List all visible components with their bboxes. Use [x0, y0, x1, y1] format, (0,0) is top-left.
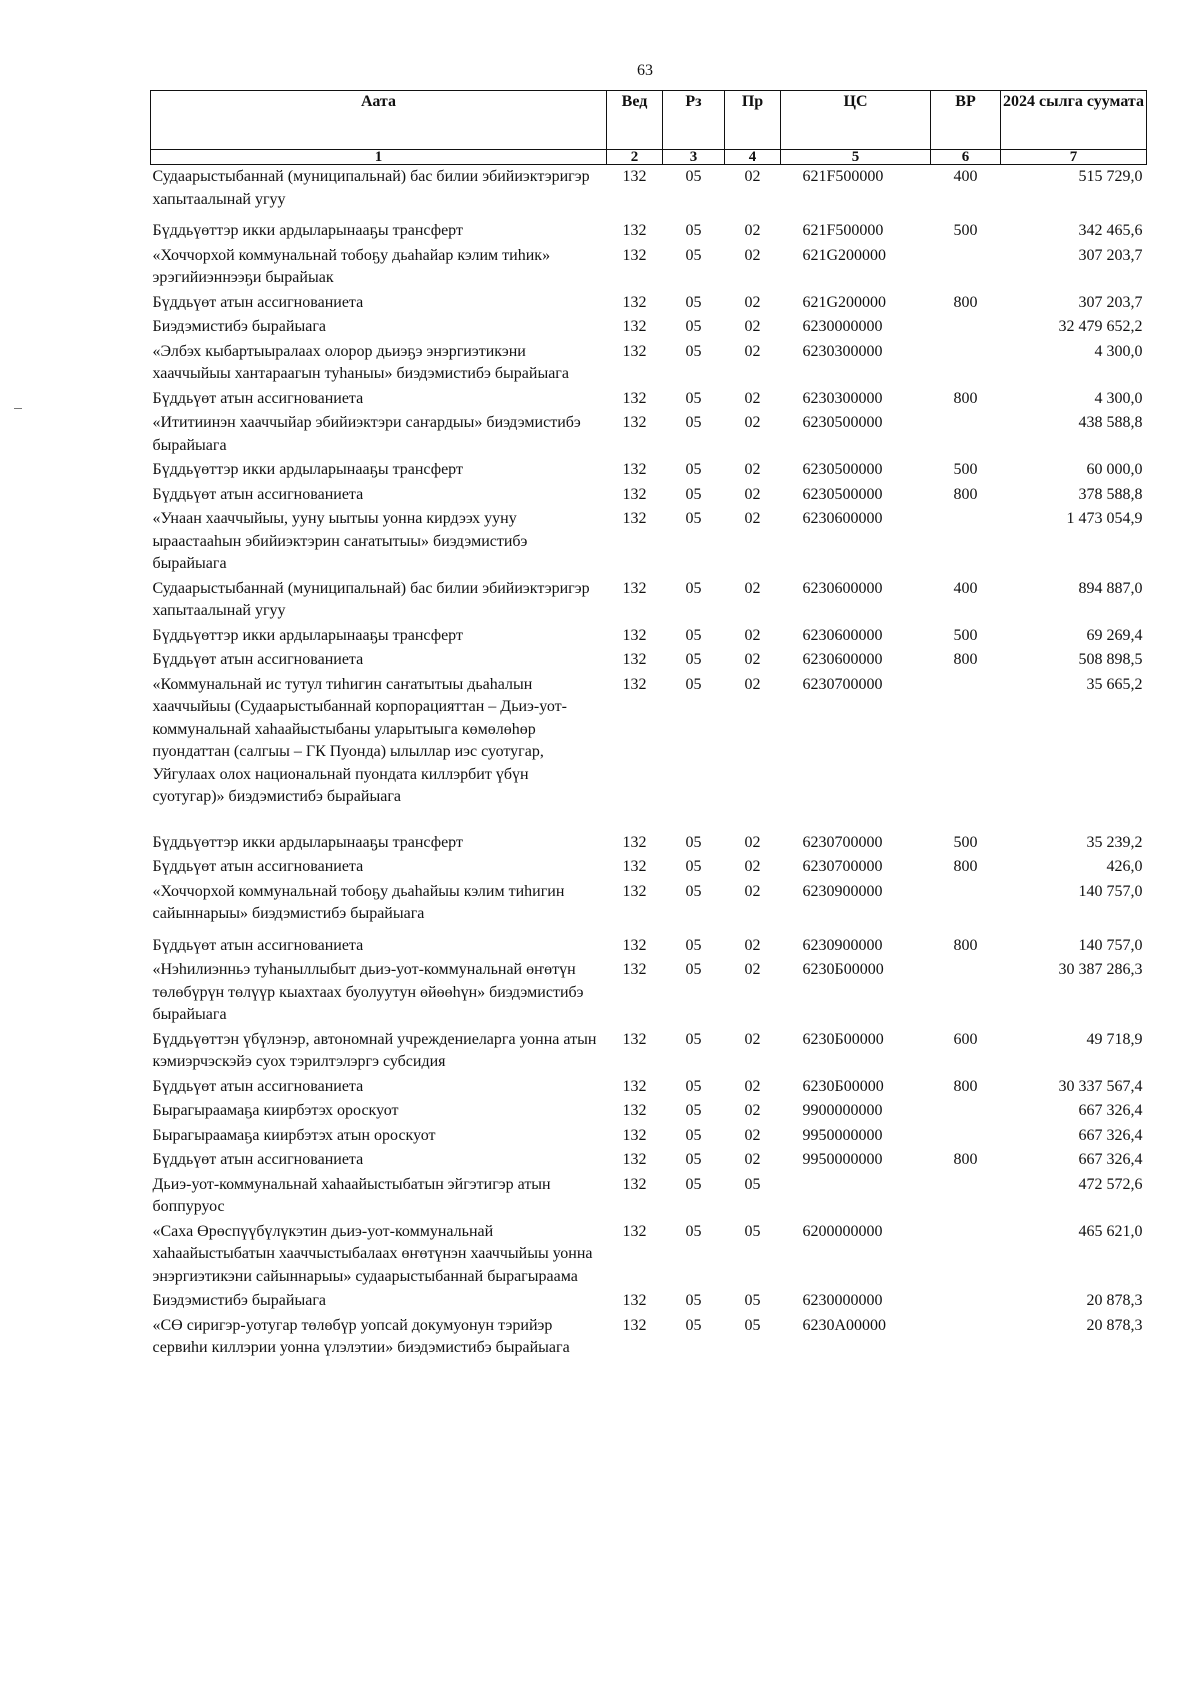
row-name: Биэдэмистибэ бырайыага [152, 1292, 326, 1309]
row-cs: 6230300000 [802, 342, 883, 360]
row-name: «Элбэх кыбартыыралаах олорор дьиэҕэ энэргиэтикэни хааччыйыы хантараагын туһаныы» биэдэмистибэ бырайыага [152, 342, 569, 382]
table-row [151, 340, 1147, 387]
row-ved: 132 [622, 389, 647, 407]
row-cs: 9900000000 [802, 1102, 883, 1119]
row-cs: 6230Б00000 [802, 1030, 884, 1048]
row-name: Судаарыстыбаннай (муниципальнай) бас билии эбийиэктэригэр хапытаалынай угуу [152, 579, 590, 619]
row-ved: 132 [622, 485, 647, 503]
row-amount: 32 479 652,2 [1058, 318, 1143, 335]
row-rz: 05 [685, 293, 702, 311]
row-ved: 132 [622, 222, 647, 239]
row-name: Бүддьүөт атын ассигнованиета [152, 858, 364, 875]
row-pr: 02 [744, 246, 761, 264]
table-row [151, 958, 1147, 1028]
table-row [151, 458, 1147, 483]
row-pr: 02 [744, 675, 761, 693]
row-cs: 6230500000 [802, 461, 883, 478]
row-name: «СӨ сиригэр-уотугар төлөбүр уопсай докумуонун тэрийэр сервиһи киллэрии уонна үлэлэтии» биэдэмистибэ бырайыага [152, 1316, 570, 1356]
row-amount: 35 665,2 [1086, 675, 1143, 693]
row-cs: 6230Б00000 [802, 961, 884, 978]
row-name: «Коммунальнай ис тутул тиһигин саҥатытыы дьаһалын хааччыйыы (Судаарыстыбаннай корпорацияттан – Дьиэ-уот-коммунальнай хаһаайыстыбаны уларытыыга көмөлөһөр пуондаттан (салгыы – ГК Пуонда) ылыллар иэс суотугар, Уйгулаах олох национальнай пуондата киллэрбит үбүн суотугар)» биэдэмистибэ бырайыага [152, 675, 567, 805]
column-number: 3 [663, 150, 725, 165]
row-name: Бүддьүөт атын ассигнованиета [152, 293, 364, 311]
row-ved: 132 [622, 1222, 647, 1240]
row-ved: 132 [622, 1077, 647, 1095]
row-name: Бырагыраамаҕа киирбэтэх атын ороскуот [152, 1126, 436, 1144]
row-amount: 60 000,0 [1086, 461, 1143, 478]
row-vr: 500 [953, 222, 978, 239]
row-amount: 49 718,9 [1086, 1030, 1143, 1048]
row-amount: 140 757,0 [1078, 882, 1143, 900]
table-row [151, 387, 1147, 412]
column-number: 7 [1001, 150, 1147, 165]
row-name: Бүддьүөттэр икки ардыларынааҕы трансферт [152, 833, 463, 851]
row-vr: 400 [953, 168, 978, 185]
row-amount: 426,0 [1106, 858, 1143, 875]
row-ved: 132 [622, 858, 647, 875]
row-name: «Нэһилиэнньэ туһаныллыбыт дьиэ-уот-коммунальнай өҥөтүн төлөбүрүн төлүүр кыахтаах буолуутун өйөөһүн» биэдэмистибэ бырайыага [152, 961, 584, 1023]
margin-mark [14, 408, 22, 409]
row-cs: 6230300000 [802, 389, 883, 407]
row-pr: 02 [744, 168, 761, 185]
row-cs: 6230000000 [802, 318, 883, 335]
row-cs: 6230700000 [802, 833, 883, 851]
table-row [151, 483, 1147, 508]
row-rz: 05 [685, 1151, 702, 1168]
row-amount: 307 203,7 [1078, 246, 1143, 264]
row-name: Бүддьүөт атын ассигнованиета [152, 389, 364, 407]
row-amount: 667 326,4 [1078, 1102, 1143, 1119]
row-vr: 600 [953, 1030, 978, 1048]
row-ved: 132 [622, 461, 647, 478]
row-rz: 05 [685, 1316, 702, 1334]
header-rz: Рз [663, 91, 725, 150]
row-pr: 02 [744, 318, 761, 335]
row-cs: 6230000000 [802, 1292, 883, 1309]
row-rz: 05 [685, 389, 702, 407]
table-row [151, 934, 1147, 959]
table-row [151, 244, 1147, 291]
row-pr: 02 [744, 936, 761, 954]
table-row [151, 219, 1147, 244]
row-rz: 05 [685, 1102, 702, 1119]
row-vr: 500 [953, 461, 978, 478]
row-vr [931, 1099, 1001, 1124]
row-pr: 02 [744, 342, 761, 360]
row-ved: 132 [622, 293, 647, 311]
row-amount: 508 898,5 [1078, 651, 1143, 668]
row-vr [931, 1289, 1001, 1314]
budget-table [150, 90, 1147, 1361]
row-amount: 667 326,4 [1078, 1126, 1143, 1144]
row-rz: 05 [685, 833, 702, 851]
row-name: Бүддьүөт атын ассигнованиета [152, 1077, 364, 1095]
row-rz: 05 [685, 882, 702, 900]
row-ved: 132 [622, 510, 647, 527]
table-row [151, 1173, 1147, 1220]
table-row [151, 1028, 1147, 1075]
row-cs: 6230Б00000 [802, 1077, 884, 1095]
row-name: Бүддьүөт атын ассигнованиета [152, 936, 364, 954]
row-pr: 02 [744, 1077, 761, 1095]
row-amount: 378 588,8 [1078, 485, 1143, 503]
row-vr [931, 1314, 1001, 1361]
row-ved: 132 [622, 961, 647, 978]
row-amount: 1 473 054,9 [1066, 510, 1143, 527]
row-amount: 30 387 286,3 [1058, 961, 1143, 978]
row-pr: 02 [744, 1030, 761, 1048]
table-row [151, 1099, 1147, 1124]
row-name: Бүддьүөт атын ассигнованиета [152, 651, 364, 668]
row-vr [931, 411, 1001, 458]
row-ved: 132 [622, 651, 647, 668]
table-body [151, 165, 1147, 1361]
table-row [151, 1075, 1147, 1100]
row-pr: 02 [744, 961, 761, 978]
row-ved: 132 [622, 882, 647, 900]
row-rz: 05 [685, 579, 702, 597]
row-rz: 05 [685, 1030, 702, 1048]
row-amount: 438 588,8 [1078, 414, 1143, 431]
table-row [151, 411, 1147, 458]
row-pr: 02 [744, 858, 761, 875]
row-pr: 05 [744, 1316, 761, 1334]
row-pr: 05 [744, 1292, 761, 1309]
row-ved: 132 [622, 833, 647, 851]
row-pr: 02 [744, 579, 761, 597]
row-vr [931, 315, 1001, 340]
row-ved: 132 [622, 246, 647, 264]
row-cs: 6230700000 [802, 675, 883, 693]
column-number: 2 [607, 150, 663, 165]
table-row [151, 624, 1147, 649]
header-pr: Пр [725, 91, 781, 150]
table-row [151, 507, 1147, 577]
row-ved: 132 [622, 1102, 647, 1119]
row-rz: 05 [685, 414, 702, 431]
row-cs: 6230600000 [802, 579, 883, 597]
row-pr: 02 [744, 510, 761, 527]
row-ved: 132 [622, 1175, 647, 1193]
row-name: Дьиэ-уот-коммунальнай хаһаайыстыбатын эйгэтигэр атын боппуруос [152, 1175, 551, 1215]
row-amount: 465 621,0 [1078, 1222, 1143, 1240]
row-cs: 621G200000 [802, 246, 887, 264]
row-vr [931, 958, 1001, 1028]
row-name: Биэдэмистибэ бырайыага [152, 318, 326, 335]
row-rz: 05 [685, 485, 702, 503]
row-vr [931, 1124, 1001, 1149]
row-ved: 132 [622, 1292, 647, 1309]
table-row [151, 831, 1147, 856]
row-rz: 05 [685, 961, 702, 978]
row-vr [931, 340, 1001, 387]
row-ved: 132 [622, 1126, 647, 1144]
table-row [151, 1124, 1147, 1149]
row-amount: 515 729,0 [1078, 168, 1143, 185]
row-ved: 132 [622, 675, 647, 693]
row-rz: 05 [685, 858, 702, 875]
page-number: 63 [637, 62, 653, 79]
row-cs: 621F500000 [802, 168, 884, 185]
row-cs: 6200000000 [802, 1222, 883, 1240]
row-vr: 800 [953, 936, 978, 954]
row-pr: 02 [744, 1151, 761, 1168]
row-amount: 4 300,0 [1094, 342, 1143, 360]
row-amount: 342 465,6 [1078, 222, 1143, 239]
row-rz: 05 [685, 342, 702, 360]
row-name: «Хоччорхой коммунальнай тобоҕу дьаһайар кэлим тиһик» эрэгийиэннээҕи бырайыак [152, 246, 551, 286]
row-name: Судаарыстыбаннай (муниципальнай) бас билии эбийиэктэригэр хапытаалынай угуу [152, 168, 590, 208]
row-pr: 05 [744, 1222, 761, 1240]
row-rz: 05 [685, 461, 702, 478]
row-name: «Ититиинэн хааччыйар эбийиэктэри саҥардыы» биэдэмистибэ бырайыага [152, 414, 581, 454]
row-cs: 6230500000 [802, 414, 883, 431]
row-amount: 667 326,4 [1078, 1151, 1143, 1168]
row-cs [781, 1173, 931, 1220]
row-name: «Хоччорхой коммунальнай тобоҕу дьаһайыы кэлим тиһигин сайыннарыы» биэдэмистибэ бырайыага [152, 882, 565, 922]
row-name: «Унаан хааччыйыы, ууну ыытыы уонна кирдээх ууну ыраастааһын эбийиэктэрин саҥатытыы» биэдэмистибэ бырайыага [152, 510, 528, 572]
row-name: Бүддьүөттэр икки ардыларынааҕы трансферт [152, 222, 463, 239]
row-ved: 132 [622, 936, 647, 954]
row-ved: 132 [622, 1030, 647, 1048]
row-vr [931, 1220, 1001, 1290]
row-ved: 132 [622, 342, 647, 360]
row-amount: 30 337 567,4 [1058, 1077, 1143, 1095]
row-amount: 20 878,3 [1086, 1316, 1143, 1334]
row-pr: 02 [744, 833, 761, 851]
row-rz: 05 [685, 246, 702, 264]
row-rz: 05 [685, 168, 702, 185]
row-cs: 9950000000 [802, 1126, 883, 1144]
row-name: Бүддьүөттэр икки ардыларынааҕы трансферт [152, 461, 463, 478]
row-vr: 500 [953, 626, 978, 644]
column-number: 1 [151, 150, 607, 165]
row-vr [931, 244, 1001, 291]
table-row [151, 165, 1147, 220]
table-row [151, 291, 1147, 316]
row-cs: 6230900000 [802, 936, 883, 954]
row-vr: 800 [953, 651, 978, 668]
table-row [151, 1314, 1147, 1361]
table-row [151, 880, 1147, 934]
row-ved: 132 [622, 626, 647, 644]
header-vr: ВР [931, 91, 1001, 150]
column-number: 5 [781, 150, 931, 165]
row-amount: 140 757,0 [1078, 936, 1143, 954]
column-number: 4 [725, 150, 781, 165]
row-amount: 69 269,4 [1086, 626, 1143, 644]
table-row [151, 855, 1147, 880]
row-vr: 800 [953, 389, 978, 407]
row-pr: 02 [744, 882, 761, 900]
table-row [151, 1220, 1147, 1290]
row-vr [931, 673, 1001, 831]
row-pr: 02 [744, 414, 761, 431]
row-cs: 6230700000 [802, 858, 883, 875]
row-amount: 20 878,3 [1086, 1292, 1143, 1309]
row-rz: 05 [685, 626, 702, 644]
row-rz: 05 [685, 1077, 702, 1095]
row-rz: 05 [685, 675, 702, 693]
column-number-row [151, 150, 1147, 165]
row-rz: 05 [685, 651, 702, 668]
row-cs: 6230900000 [802, 882, 883, 900]
row-pr: 02 [744, 626, 761, 644]
header-cs: ЦС [781, 91, 931, 150]
row-ved: 132 [622, 168, 647, 185]
row-ved: 132 [622, 579, 647, 597]
row-cs: 6230600000 [802, 626, 883, 644]
row-name: Бүддьүөттэн үбүлэнэр, автономнай учреждениеларга уонна атын кэмиэрчэскэйэ суох тэрилтэлэргэ субсидия [152, 1030, 597, 1070]
row-rz: 05 [685, 318, 702, 335]
row-ved: 132 [622, 318, 647, 335]
row-rz: 05 [685, 1292, 702, 1309]
table-row [151, 1289, 1147, 1314]
table-row [151, 1148, 1147, 1173]
row-rz: 05 [685, 1222, 702, 1240]
row-vr: 800 [953, 858, 978, 875]
row-pr: 02 [744, 1102, 761, 1119]
header-amount: 2024 сылга суумата [1001, 91, 1147, 150]
row-pr: 02 [744, 485, 761, 503]
row-vr: 500 [953, 833, 978, 851]
row-vr: 800 [953, 1151, 978, 1168]
row-name: Бүддьүөт атын ассигнованиета [152, 485, 364, 503]
row-pr: 02 [744, 1126, 761, 1144]
row-rz: 05 [685, 510, 702, 527]
row-amount: 472 572,6 [1078, 1175, 1143, 1193]
row-amount: 307 203,7 [1078, 293, 1143, 311]
row-amount: 4 300,0 [1094, 389, 1143, 407]
row-cs: 6230500000 [802, 485, 883, 503]
row-vr: 800 [953, 1077, 978, 1095]
row-ved: 132 [622, 1151, 647, 1168]
row-amount: 35 239,2 [1086, 833, 1143, 851]
row-name: Бырагыраамаҕа киирбэтэх ороскуот [152, 1102, 399, 1119]
row-ved: 132 [622, 1316, 647, 1334]
row-rz: 05 [685, 1126, 702, 1144]
row-vr: 800 [953, 485, 978, 503]
row-name: «Саха Өрөспүүбүлүкэтин дьиэ-уот-коммунальнай хаһаайыстыбатын хааччыстыбалаах өҥөтүнэн хааччыйыы уонна энэргиэтикэни сайыннарыы» судаарыстыбаннай бырагыраама [152, 1222, 593, 1285]
row-rz: 05 [685, 1175, 702, 1193]
row-rz: 05 [685, 222, 702, 239]
row-pr: 02 [744, 293, 761, 311]
row-cs: 6230600000 [802, 651, 883, 668]
row-ved: 132 [622, 414, 647, 431]
table-row [151, 577, 1147, 624]
row-vr: 800 [953, 293, 978, 311]
table-row [151, 648, 1147, 673]
row-vr [931, 880, 1001, 934]
row-cs: 6230600000 [802, 510, 883, 527]
row-cs: 621F500000 [802, 222, 884, 239]
column-number: 6 [931, 150, 1001, 165]
row-cs: 9950000000 [802, 1151, 883, 1168]
row-rz: 05 [685, 936, 702, 954]
row-pr: 05 [744, 1175, 761, 1193]
row-vr: 400 [953, 579, 978, 597]
row-pr: 02 [744, 222, 761, 239]
row-vr [931, 1173, 1001, 1220]
row-name: Бүддьүөттэр икки ардыларынааҕы трансферт [152, 626, 463, 644]
row-name: Бүддьүөт атын ассигнованиета [152, 1151, 364, 1168]
table-header-row [151, 91, 1147, 150]
row-pr: 02 [744, 651, 761, 668]
header-ved: Вед [607, 91, 663, 150]
row-cs: 6230А00000 [802, 1316, 887, 1334]
row-cs: 621G200000 [802, 293, 887, 311]
row-pr: 02 [744, 389, 761, 407]
table-row [151, 315, 1147, 340]
header-name: Аата [151, 91, 607, 150]
row-amount: 894 887,0 [1078, 579, 1143, 597]
row-vr [931, 507, 1001, 577]
table-row [151, 673, 1147, 831]
row-pr: 02 [744, 461, 761, 478]
